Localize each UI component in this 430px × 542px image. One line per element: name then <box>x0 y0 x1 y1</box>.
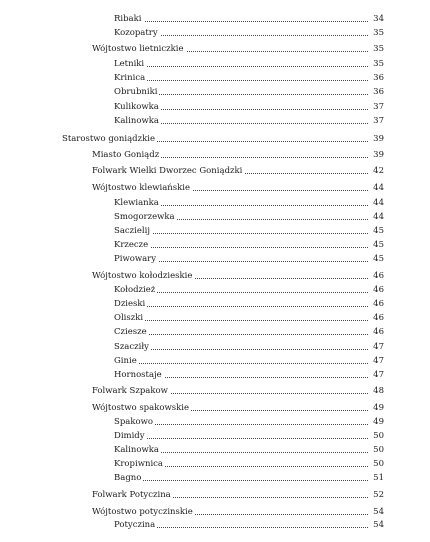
toc-entry-label: Wójtostwo spakowskie <box>92 403 189 413</box>
toc-entry <box>0 26 430 40</box>
toc-entry-label: Wójtostwo lietniczkie <box>92 44 184 54</box>
toc-entry-label: Piwowary <box>114 254 157 264</box>
toc-entry-label: Obrubniki <box>114 87 158 97</box>
toc-entry-page: 45 <box>373 226 384 236</box>
dot-leader <box>114 233 368 234</box>
toc-entry <box>0 457 430 471</box>
toc-entry-page: 54 <box>373 507 384 517</box>
toc-entry-page: 45 <box>373 240 384 250</box>
toc-entry-label: Kalinowka <box>114 116 159 126</box>
dot-leader <box>114 247 368 248</box>
toc-entry-page: 34 <box>373 14 384 24</box>
toc-entry-page: 54 <box>373 520 384 530</box>
toc-entry <box>0 196 430 210</box>
toc-entry-label: Kropiwnica <box>114 459 163 469</box>
toc-entry-page: 39 <box>373 134 384 144</box>
toc-entry-label: Folwark Szpakow <box>92 386 168 396</box>
toc-entry-label: Ribaki <box>114 14 142 24</box>
dot-leader <box>114 363 368 364</box>
toc-entry-label: Hornostaje <box>114 370 162 380</box>
toc-entry-page: 46 <box>373 313 384 323</box>
dot-leader <box>114 438 368 439</box>
toc-entry <box>0 238 430 252</box>
toc-entry-page: 35 <box>373 59 384 69</box>
toc-entry-label: Wójtostwo kołodzieskie <box>92 271 193 281</box>
toc-entry-label: Cziesze <box>114 327 147 337</box>
toc-entry <box>0 114 430 128</box>
toc-entry-label: Kulikowka <box>114 102 159 112</box>
toc-entry-label: Klewianka <box>114 198 159 208</box>
toc-entry-label: Folwark Potyczina <box>92 490 171 500</box>
dot-leader <box>114 80 368 81</box>
toc-entry-page: 47 <box>373 342 384 352</box>
dot-leader <box>114 320 368 321</box>
toc-entry <box>0 252 430 266</box>
toc-entry-label: Kozopatry <box>114 28 158 38</box>
toc-entry-label: Dimidy <box>114 431 145 441</box>
toc-entry-page: 47 <box>373 356 384 366</box>
toc-entry-page: 48 <box>373 386 384 396</box>
toc-entry-page: 42 <box>373 166 384 176</box>
toc-entry <box>0 518 430 532</box>
toc-entry <box>0 471 430 485</box>
toc-entry <box>0 42 430 56</box>
toc-entry <box>0 368 430 382</box>
toc-entry-page: 37 <box>373 102 384 112</box>
toc-entry-label: Ginie <box>114 356 137 366</box>
toc-entry <box>0 269 430 283</box>
toc-entry <box>0 311 430 325</box>
toc-entry-page: 50 <box>373 459 384 469</box>
toc-entry-page: 37 <box>373 116 384 126</box>
toc-entry <box>0 100 430 114</box>
toc-entry-label: Kalinowka <box>114 445 159 455</box>
toc-entry-page: 35 <box>373 28 384 38</box>
dot-leader <box>114 349 368 350</box>
toc-entry <box>0 85 430 99</box>
toc-entry-label: Oliszki <box>114 313 144 323</box>
toc-entry-label: Bagno <box>114 473 142 483</box>
toc-entry <box>0 340 430 354</box>
toc-entry-label: Letniki <box>114 59 145 69</box>
toc-entry <box>0 488 430 502</box>
toc-entry-label: Krinica <box>114 73 146 83</box>
toc-entry-label: Starostwo goniądzkie <box>62 134 155 144</box>
toc-entry-label: Krzecze <box>114 240 149 250</box>
dot-leader <box>114 306 368 307</box>
toc-entry <box>0 164 430 178</box>
toc-entry <box>0 181 430 195</box>
toc-entry-page: 52 <box>373 490 384 500</box>
toc-entry-label: Folwark Wielki Dworzec Goniądzki <box>92 166 243 176</box>
toc-entry-page: 44 <box>373 198 384 208</box>
toc-entry-label: Potyczina <box>114 520 156 530</box>
dot-leader <box>114 334 368 335</box>
toc-entry <box>0 505 430 519</box>
toc-entry-label: Wójtostwo potyczinskie <box>92 507 193 517</box>
toc-entry-page: 49 <box>373 417 384 427</box>
toc-entry <box>0 71 430 85</box>
toc-entry-label: Dzieski <box>114 299 146 309</box>
toc-entry <box>0 224 430 238</box>
toc-entry-page: 50 <box>373 431 384 441</box>
toc-entry <box>0 283 430 297</box>
toc-entry <box>0 132 430 146</box>
toc-entry-page: 36 <box>373 87 384 97</box>
toc-entry-label: Saczielij <box>114 226 150 236</box>
dot-leader <box>114 21 368 22</box>
toc-entry-page: 39 <box>373 150 384 160</box>
toc-entry-page: 46 <box>373 299 384 309</box>
toc-entry <box>0 12 430 26</box>
toc-entry-page: 51 <box>373 473 384 483</box>
toc-entry-label: Spakowo <box>114 417 153 427</box>
toc-entry <box>0 148 430 162</box>
toc-entry-page: 44 <box>373 183 384 193</box>
toc-entry-page: 46 <box>373 271 384 281</box>
toc-entry-label: Miasto Goniądz <box>92 150 160 160</box>
toc-entry <box>0 443 430 457</box>
toc-entry <box>0 429 430 443</box>
toc-entry-label: Kołodzież <box>114 285 156 295</box>
toc-entry <box>0 325 430 339</box>
toc-entry <box>0 384 430 398</box>
toc-entry-label: Szacziły <box>114 342 149 352</box>
toc-entry-page: 36 <box>373 73 384 83</box>
toc-entry-page: 44 <box>373 212 384 222</box>
toc-entry <box>0 297 430 311</box>
toc-entry-page: 50 <box>373 445 384 455</box>
toc-entry <box>0 57 430 71</box>
toc-entry <box>0 401 430 415</box>
toc-entry <box>0 354 430 368</box>
toc-entry <box>0 415 430 429</box>
toc-entry <box>0 210 430 224</box>
toc-entry-page: 45 <box>373 254 384 264</box>
toc-entry-page: 47 <box>373 370 384 380</box>
toc-entry-label: Smogorzewka <box>114 212 175 222</box>
toc-entry-page: 49 <box>373 403 384 413</box>
toc-entry-page: 35 <box>373 44 384 54</box>
dot-leader <box>114 480 368 481</box>
toc-entry-page: 46 <box>373 327 384 337</box>
toc-entry-label: Wójtostwo klewiańskie <box>92 183 191 193</box>
toc-entry-page: 46 <box>373 285 384 295</box>
dot-leader <box>114 66 368 67</box>
